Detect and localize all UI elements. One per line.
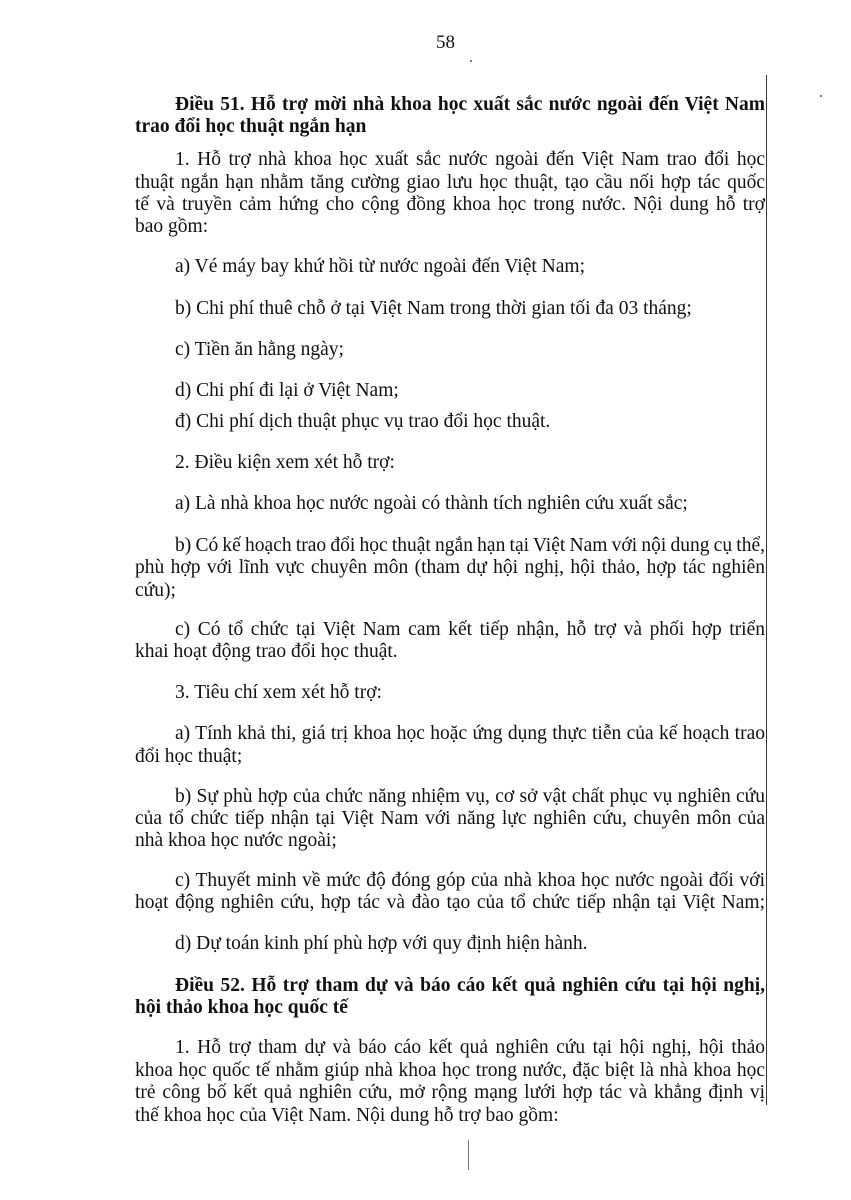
- list-item: c) Thuyết minh về mức độ đóng góp của nhà khoa học nước ngoài đối với: [175, 870, 765, 891]
- list-item: d) Dự toán kinh phí phù hợp với quy định hiện hành.: [175, 933, 588, 954]
- article-heading: Điều 52. Hỗ trợ tham dự và báo cáo kết quả nghiên cứu tại hội nghị,: [175, 975, 765, 996]
- article-heading: Điều 51. Hỗ trợ mời nhà khoa học xuất sắc nước ngoài đến Việt Nam: [175, 94, 765, 115]
- paragraph-line: 1. Hỗ trợ tham dự và báo cáo kết quả nghiên cứu tại hội nghị, hội thảo: [175, 1037, 765, 1058]
- list-item: phù hợp với lĩnh vực chuyên môn (tham dự hội nghị, hội thảo, hợp tác nghiên: [135, 557, 765, 578]
- scan-speck: [820, 95, 822, 97]
- list-item: đổi học thuật;: [135, 746, 243, 767]
- scan-speck: [468, 1140, 469, 1170]
- list-item: cứu);: [135, 580, 176, 601]
- list-item: b) Có kế hoạch trao đổi học thuật ngắn hạn tại Việt Nam với nội dung cụ thể,: [175, 535, 765, 556]
- article-heading: hội thảo khoa học quốc tế: [135, 997, 348, 1018]
- list-item: a) Tính khả thi, giá trị khoa học hoặc ứng dụng thực tiễn của kế hoạch trao: [175, 723, 765, 744]
- paragraph-line: thuật ngắn hạn nhằm tăng cường giao lưu học thuật, tạo cầu nối hợp tác quốc: [135, 172, 765, 193]
- page-number: 58: [436, 32, 455, 53]
- paragraph-line: 2. Điều kiện xem xét hỗ trợ:: [175, 452, 395, 473]
- article-heading: trao đổi học thuật ngắn hạn: [135, 116, 367, 137]
- paragraph-line: 1. Hỗ trợ nhà khoa học xuất sắc nước ngoài đến Việt Nam trao đổi học: [175, 149, 765, 170]
- scan-edge-line: [766, 75, 767, 1105]
- paragraph-line: tế và truyền cảm hứng cho cộng đồng khoa học trong nước. Nội dung hỗ trợ: [135, 194, 765, 215]
- list-item: nhà khoa học nước ngoài;: [135, 830, 337, 851]
- list-item: c) Tiền ăn hằng ngày;: [175, 339, 344, 360]
- list-item: a) Vé máy bay khứ hồi từ nước ngoài đến Việt Nam;: [175, 256, 585, 277]
- paragraph-line: 3. Tiêu chí xem xét hỗ trợ:: [175, 682, 382, 703]
- list-item: đ) Chi phí dịch thuật phục vụ trao đổi học thuật.: [175, 411, 551, 432]
- list-item: d) Chi phí đi lại ở Việt Nam;: [175, 380, 399, 401]
- paragraph-line: khoa học quốc tế nhằm giúp nhà khoa học trong nước, đặc biệt là nhà khoa học: [135, 1060, 765, 1081]
- paragraph-line: bao gồm:: [135, 216, 209, 237]
- scan-speck: [470, 60, 472, 62]
- list-item: a) Là nhà khoa học nước ngoài có thành tích nghiên cứu xuất sắc;: [175, 493, 688, 514]
- list-item: c) Có tổ chức tại Việt Nam cam kết tiếp nhận, hỗ trợ và phối hợp triển: [175, 619, 765, 640]
- list-item: hoạt động nghiên cứu, hợp tác và đào tạo của tổ chức tiếp nhận tại Việt Nam;: [135, 892, 765, 913]
- list-item: b) Chi phí thuê chỗ ở tại Việt Nam trong thời gian tối đa 03 tháng;: [175, 298, 692, 319]
- list-item: b) Sự phù hợp của chức năng nhiệm vụ, cơ sở vật chất phục vụ nghiên cứu: [175, 786, 765, 807]
- paragraph-line: thế khoa học của Việt Nam. Nội dung hỗ trợ bao gồm:: [135, 1105, 559, 1126]
- list-item: của tổ chức tiếp nhận tại Việt Nam với năng lực nghiên cứu, chuyên môn của: [135, 808, 765, 829]
- paragraph-line: trẻ công bố kết quả nghiên cứu, mở rộng mạng lưới hợp tác và khẳng định vị: [135, 1082, 765, 1103]
- list-item: khai hoạt động trao đổi học thuật.: [135, 641, 398, 662]
